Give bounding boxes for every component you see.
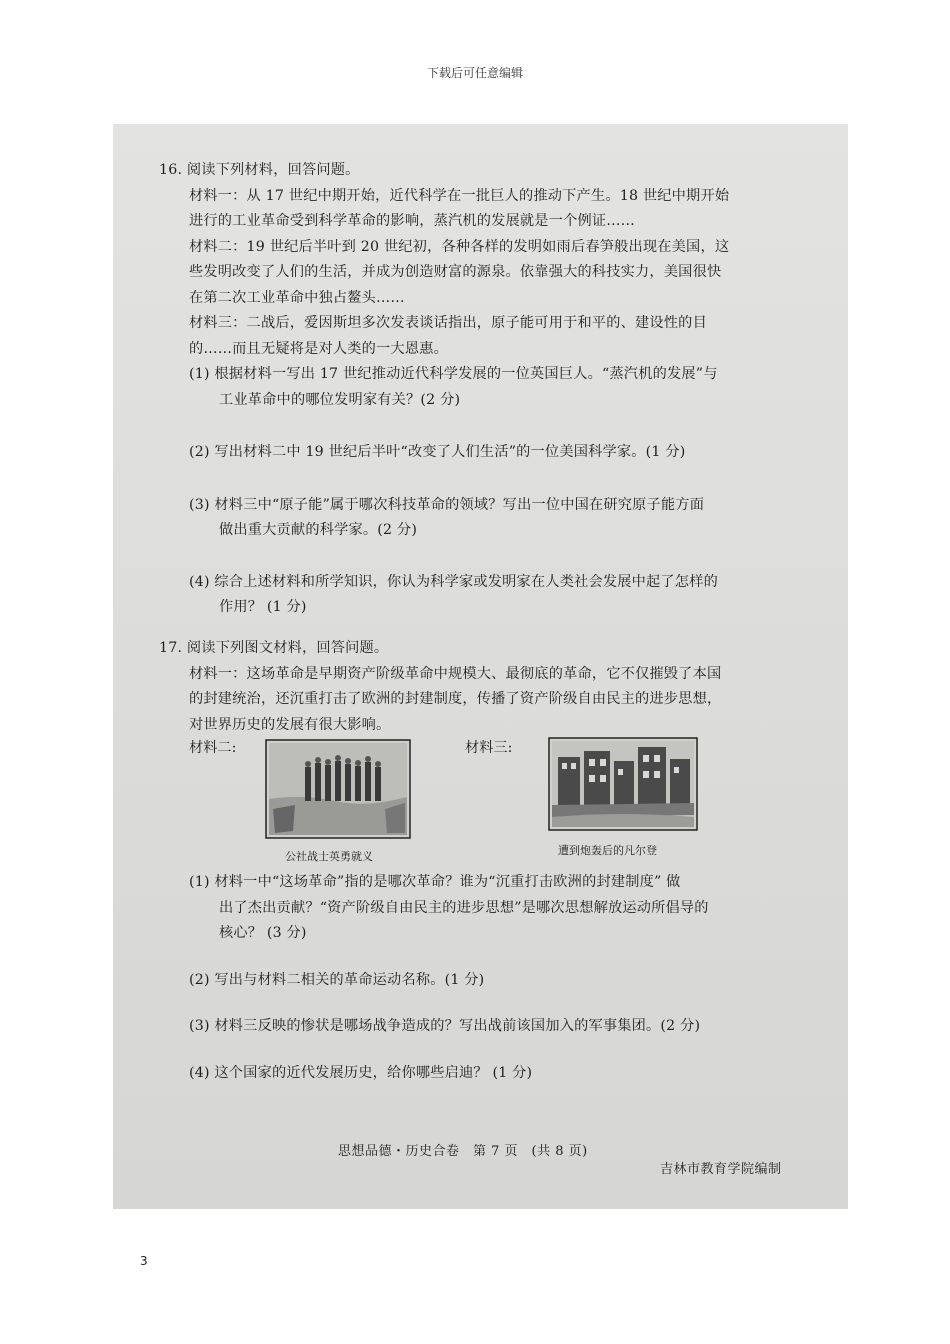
q16-sub3-line1: (3) 材料三中“原子能”属于哪次科技革命的领域？写出一位中国在研究原子能方面 bbox=[189, 496, 705, 513]
verdun-ruins-illustration bbox=[548, 737, 698, 831]
page-header: 下载后可任意编辑 bbox=[426, 66, 523, 80]
figure-commune-fighters bbox=[265, 739, 411, 839]
q17-sub1-line3: 核心？ (3 分) bbox=[219, 925, 307, 941]
question-17 bbox=[159, 636, 799, 738]
commune-fighters-illustration bbox=[265, 739, 411, 839]
q17-material-line: 的封建统治，还沉重打击了欧洲的封建制度，传播了资产阶级自由民主的进步思想， bbox=[189, 691, 722, 707]
material-3-label: 材料三: bbox=[465, 740, 513, 756]
figure-3-caption: 遭到炮轰后的凡尔登 bbox=[558, 844, 657, 857]
q17-sub3: (3) 材料三反映的惨状是哪场战争造成的？写出战前该国加入的军事集团。(2 分) bbox=[189, 1018, 701, 1034]
question-17-subquestions bbox=[159, 870, 799, 1086]
q16-sub1-line1: (1) 根据材料一写出 17 世纪推动近代科学发展的一位英国巨人。“蒸汽机的发展”与 bbox=[189, 366, 718, 382]
q17-sub1-line2: 出了杰出贡献？“资产阶级自由民主的进步思想”是哪次思想解放运动所倡导的 bbox=[219, 899, 709, 916]
q16-sub4-line2: 作用？ (1 分) bbox=[219, 599, 307, 615]
figure-row bbox=[189, 737, 789, 867]
q16-material-line: 的……而且无疑将是对人类的一大恩惠。 bbox=[189, 340, 448, 357]
scanned-exam-page bbox=[113, 124, 848, 1209]
q17-material-line: 对世界历史的发展有很大影响。 bbox=[189, 716, 391, 733]
q16-sub4-line1: (4) 综合上述材料和所学知识，你认为科学家或发明家在人类社会发展中起了怎样的 bbox=[189, 573, 718, 590]
q16-material-line: 材料一：从 17 世纪中期开始，近代科学在一批巨人的推动下产生。18 世纪中期开始 bbox=[189, 187, 730, 204]
page-number: 3 bbox=[140, 1254, 148, 1268]
publisher-credit: 吉林市教育学院编制 bbox=[660, 1162, 782, 1177]
q16-sub1-line2: 工业革命中的哪位发明家有关？(2 分) bbox=[219, 391, 461, 408]
figure-verdun bbox=[548, 737, 698, 831]
q17-sub2: (2) 写出与材料二相关的革命运动名称。(1 分) bbox=[189, 971, 485, 988]
figure-2-caption: 公社战士英勇就义 bbox=[285, 850, 373, 863]
question-17-title: 17. 阅读下列图文材料，回答问题。 bbox=[159, 640, 389, 656]
q16-material-line: 进行的工业革命受到科学革命的影响，蒸汽机的发展就是一个例证…… bbox=[189, 213, 636, 229]
q16-material-line: 材料三：二战后，爱因斯坦多次发表谈话指出，原子能可用于和平的、建设性的目 bbox=[189, 315, 707, 331]
q17-material-line: 材料一：这场革命是早期资产阶级革命中规模大、最彻底的革命，它不仅摧毁了本国 bbox=[189, 665, 722, 682]
q16-material-line: 材料二：19 世纪后半叶到 20 世纪初，各种各样的发明如雨后春笋般出现在美国，这 bbox=[189, 238, 730, 255]
question-16-title: 16. 阅读下列材料，回答问题。 bbox=[159, 162, 360, 178]
q16-material-line: 在第二次工业革命中独占鳌头…… bbox=[189, 289, 405, 306]
question-16 bbox=[159, 158, 799, 621]
q16-sub3-line2: 做出重大贡献的科学家。(2 分) bbox=[219, 522, 418, 538]
q16-material-line: 些发明改变了人们的生活，并成为创造财富的源泉。依靠强大的科技实力，美国很快 bbox=[189, 264, 722, 280]
q16-sub2: (2) 写出材料二中 19 世纪后半叶“改变了人们生活”的一位美国科学家。(1 分) bbox=[189, 444, 686, 460]
material-2-label: 材料二: bbox=[189, 740, 237, 756]
q17-sub1-line1: (1) 材料一中“这场革命”指的是哪次革命？谁为“沉重打击欧洲的封建制度” 做 bbox=[189, 874, 681, 890]
exam-page-footer: 思想品德・历史合卷 第 7 页 (共 8 页) bbox=[338, 1144, 588, 1159]
q17-sub4: (4) 这个国家的近代发展历史，给你哪些启迪？ (1 分) bbox=[189, 1064, 533, 1081]
